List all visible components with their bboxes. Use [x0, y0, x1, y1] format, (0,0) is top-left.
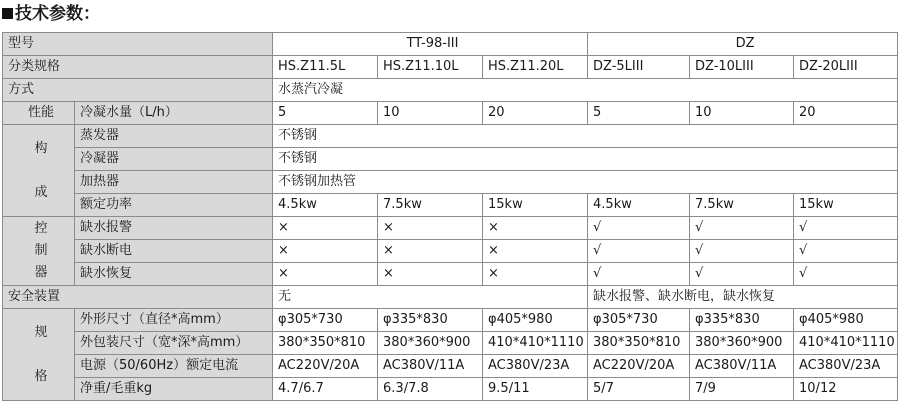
value-cell: 7/9	[690, 378, 794, 401]
check-mark: √	[588, 217, 690, 240]
model-cell: DZ-10LIII	[690, 56, 794, 79]
water-alarm-label: 缺水报警	[75, 217, 273, 240]
evaporator-label: 蒸发器	[75, 125, 273, 148]
table-row	[3, 240, 898, 263]
model-cell: HS.Z11.20L	[483, 56, 588, 79]
category-label: 分类规格	[3, 56, 273, 79]
value-cell: AC380V/23A	[483, 355, 588, 378]
cross-mark: ×	[273, 240, 378, 263]
heater-label: 加热器	[75, 171, 273, 194]
cross-mark: ×	[483, 240, 588, 263]
cross-mark: ×	[273, 263, 378, 286]
value-cell: 5	[588, 102, 690, 125]
value-cell: 10	[378, 102, 483, 125]
value-cell: 20	[794, 102, 898, 125]
value-cell: φ305*730	[588, 309, 690, 332]
safety-tt-value: 无	[273, 286, 588, 309]
table-row	[3, 102, 898, 125]
control-label: 控 制 器	[3, 217, 75, 286]
heater-value: 不锈钢加热管	[273, 171, 898, 194]
table-row	[3, 309, 898, 332]
check-mark: √	[588, 240, 690, 263]
check-mark: √	[794, 217, 898, 240]
condensed-water-label: 冷凝水量（L/h）	[75, 102, 273, 125]
value-cell: 380*360*900	[378, 332, 483, 355]
value-cell: 410*410*1110	[483, 332, 588, 355]
table-row	[3, 286, 898, 309]
model-cell: HS.Z11.10L	[378, 56, 483, 79]
check-mark: √	[794, 240, 898, 263]
table-row	[3, 56, 898, 79]
table-row	[3, 125, 898, 148]
value-cell: 7.5kw	[690, 194, 794, 217]
table-row	[3, 378, 898, 401]
value-cell: AC380V/11A	[690, 355, 794, 378]
model-cell: DZ-20LIII	[794, 56, 898, 79]
cross-mark: ×	[483, 217, 588, 240]
value-cell: 380*350*810	[588, 332, 690, 355]
method-value: 水蒸汽冷凝	[273, 79, 898, 102]
value-cell: φ335*830	[690, 309, 794, 332]
check-mark: √	[690, 263, 794, 286]
condenser-label: 冷凝器	[75, 148, 273, 171]
dimensions-label: 外形尺寸（直径*高mm）	[75, 309, 273, 332]
evaporator-value: 不锈钢	[273, 125, 898, 148]
value-cell: 10	[690, 102, 794, 125]
table-row	[3, 217, 898, 240]
spec-label: 规 格	[3, 309, 75, 401]
table-row	[3, 148, 898, 171]
value-cell: AC380V/23A	[794, 355, 898, 378]
value-cell: 15kw	[794, 194, 898, 217]
table-row	[3, 263, 898, 286]
value-cell: 5	[273, 102, 378, 125]
model-label: 型号	[3, 33, 273, 56]
value-cell: 6.3/7.8	[378, 378, 483, 401]
performance-label: 性能	[3, 102, 75, 125]
value-cell: φ305*730	[273, 309, 378, 332]
table-row	[3, 332, 898, 355]
value-cell: 410*410*1110	[794, 332, 898, 355]
check-mark: √	[794, 263, 898, 286]
safety-label: 安全装置	[3, 286, 273, 309]
section-heading	[2, 0, 100, 28]
value-cell: 380*360*900	[690, 332, 794, 355]
model-cell: HS.Z11.5L	[273, 56, 378, 79]
cross-mark: ×	[273, 217, 378, 240]
water-recovery-label: 缺水恢复	[75, 263, 273, 286]
value-cell: 15kw	[483, 194, 588, 217]
group-tt-98-iii: TT-98-III	[273, 33, 588, 56]
value-cell: 380*350*810	[273, 332, 378, 355]
check-mark: √	[690, 240, 794, 263]
spec-table	[2, 32, 898, 401]
condenser-value: 不锈钢	[273, 148, 898, 171]
value-cell: AC380V/11A	[378, 355, 483, 378]
structure-label: 构 成	[3, 125, 75, 217]
value-cell: φ335*830	[378, 309, 483, 332]
power-supply-label: 电源（50/60Hz）额定电流	[75, 355, 273, 378]
value-cell: 10/12	[794, 378, 898, 401]
table-row	[3, 355, 898, 378]
water-cutoff-label: 缺水断电	[75, 240, 273, 263]
value-cell: AC220V/20A	[273, 355, 378, 378]
value-cell: 7.5kw	[378, 194, 483, 217]
rated-power-label: 额定功率	[75, 194, 273, 217]
group-dz: DZ	[588, 33, 898, 56]
check-mark: √	[588, 263, 690, 286]
section-heading-text: 技术参数：	[15, 4, 100, 24]
weight-label: 净重/毛重kg	[75, 378, 273, 401]
value-cell: φ405*980	[483, 309, 588, 332]
value-cell: φ405*980	[794, 309, 898, 332]
table-row	[3, 194, 898, 217]
method-label: 方式	[3, 79, 273, 102]
square-bullet-icon	[2, 8, 13, 19]
value-cell: 20	[483, 102, 588, 125]
value-cell: 5/7	[588, 378, 690, 401]
value-cell: 4.7/6.7	[273, 378, 378, 401]
safety-dz-value: 缺水报警、缺水断电，缺水恢复	[588, 286, 898, 309]
cross-mark: ×	[378, 263, 483, 286]
value-cell: AC220V/20A	[588, 355, 690, 378]
value-cell: 4.5kw	[273, 194, 378, 217]
value-cell: 9.5/11	[483, 378, 588, 401]
package-dims-label: 外包装尺寸（宽*深*高mm）	[75, 332, 273, 355]
check-mark: √	[690, 217, 794, 240]
table-row	[3, 33, 898, 56]
cross-mark: ×	[378, 240, 483, 263]
cross-mark: ×	[483, 263, 588, 286]
table-row	[3, 171, 898, 194]
model-cell: DZ-5LIII	[588, 56, 690, 79]
table-row	[3, 79, 898, 102]
value-cell: 4.5kw	[588, 194, 690, 217]
cross-mark: ×	[378, 217, 483, 240]
